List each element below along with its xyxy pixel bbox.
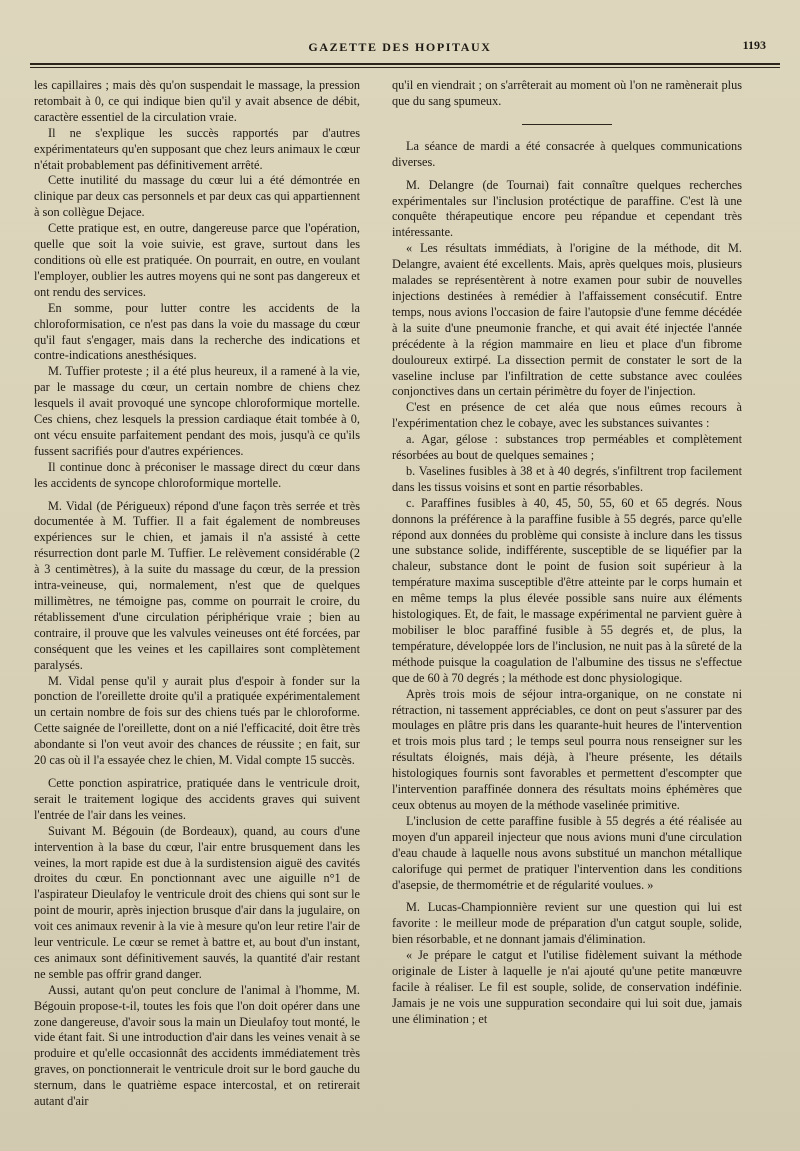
- paragraph: M. Vidal pense qu'il y aurait plus d'espoir à fonder sur la ponction de l'oreillette droite qu'il a pratiquée expérimentalement un certain nombre de fois sur des chiens tués par le chloroforme. Cette saignée de l'oreillette, dont on a nié l'efficacité, doit être très abondante si l'on veut avoir des chances de réussite ; en fait, sur 20 cas où il l'a essayée chez le chien, M. Vidal compte 15 succès.: [34, 673, 360, 768]
- paragraph: L'inclusion de cette paraffine fusible à 55 degrés a été réalisée au moyen d'un appareil injecteur que nous avions muni d'une circulation d'eau chaude à laquelle nous avons substitué un manchon métallique calorifuge qui permet de pratiquer l'intervention dans les conditions d'asepsie, de thermométrie et de régularité voulues. »: [392, 813, 742, 892]
- paragraph: Cette inutilité du massage du cœur lui a été démontrée en clinique par deux cas personnels et par deux cas qui appartiennent à son collègue Dejace.: [34, 173, 360, 220]
- page-header: [28, 36, 772, 60]
- paragraph: M. Tuffier proteste ; il a été plus heureux, il a ramené à la vie, par le massage du cœur, un certain nombre de chiens chez lesquels il avait provoqué une syncope chloroformique mortelle. Ces chiens, chez lesquels la pression cardiaque était tombée à 0, ont vécu ensuite parfaitement pendant des mois, jusqu'à ce qu'ils fussent sacrifiés pour d'autres expériences.: [34, 364, 360, 458]
- paragraph: les capillaires ; mais dès qu'on suspendait le massage, la pression retombait à 0, ce qui indique bien qu'il y avait absence de débit, caractère essentiel de la circulation vraie.: [34, 78, 360, 124]
- paragraph: M. Delangre (de Tournai) fait connaître quelques recherches expérimentales sur l'inclusion protéctique de paraffine. C'est là une conquête thérapeutique encore peu répandue et cependant très intéressante.: [392, 177, 742, 240]
- paragraph: C'est en présence de cet aléa que nous eûmes recours à l'expérimentation chez le cobaye, avec les substances suivantes :: [392, 400, 742, 431]
- page-number: 1193: [742, 38, 766, 52]
- header-rule: [30, 63, 780, 65]
- paragraph: Il ne s'explique les succès rapportés par d'autres expérimentateurs qu'en supposant que chez leurs animaux le cœur n'était probablement pas définitivement arrêté.: [34, 125, 360, 172]
- paragraph: M. Vidal (de Périgueux) répond d'une façon très serrée et très documentée à M. Tuffier. Il a fait également de nombreuses expériences sur le chien, et jamais il n'a assisté à cette résurrection dont parle M. Tuffier. Le relèvement considérable (2 à 3 centimètres), à la suite du massage du cœur, de la pression intra-veineuse, qui, normalement, n'est que de quelques millimètres, ne témoigne pas, comme on pourrait le croire, du rétablissement d'une circulation périphérique vraie ; bien au contraire, il prouve que les valvules veineuses ont été forcées, par conséquent que les veines et les capillaires sont complètement paralysés.: [34, 498, 360, 672]
- paragraph: Cette pratique est, en outre, dangereuse parce que l'opération, quelle que soit la voie suivie, est grave, surtout dans les conditions où elle est pratiquée. On pourrait, en outre, en voulant l'employer, oublier les autres moyens qui ne sont pas dangereux et ont rendu des services.: [34, 221, 360, 299]
- paragraph: Suivant M. Bégouin (de Bordeaux), quand, au cours d'une intervention à la base du cœur, l'air entre brusquement dans les veines, la mort rapide est due à la surdistension aiguë des cavités droites du cœur. En ponctionnant avec une aiguille n°1 de l'aspirateur Dieulafoy le ventricule droit des chiens qui sont sur le point de mourir, après injection brusque d'air dans la jugulaire, on voit ces animaux revenir à la vie à mesure qu'on leur retire l'air de leur ventricule. Le cœur se remet à battre et, au bout d'un instant, ces animaux sont définitivement sauvés, la quantité d'air restant ne semble pas offrir grand danger.: [34, 823, 360, 981]
- paragraph: Cette ponction aspiratrice, pratiquée dans le ventricule droit, serait le traitement logique des accidents graves qui suivent l'entrée de l'air dans les veines.: [34, 775, 360, 822]
- right-column: [392, 78, 742, 1028]
- section-separator: [522, 124, 612, 125]
- list-item: b. Vaselines fusibles à 38 et à 40 degrés, s'infiltrent trop facilement dans les tissus voisins et sont en partie résorbables.: [392, 463, 742, 494]
- paragraph: La séance de mardi a été consacrée à quelques communications diverses.: [392, 138, 742, 169]
- list-item: a. Agar, gélose : substances trop perméables et complètement résorbées au bout de quelques semaines ;: [392, 432, 742, 463]
- paragraph: « Je prépare le catgut et l'utilise fidèlement suivant la méthode originale de Lister à laquelle je n'ai ajouté qu'une petite manœuvre facile à réaliser. Le fil est souple, solide, de conservation indéfinie. Jamais je ne vois une suppuration secondaire qui lui soit due, jamais une élimination ; et: [392, 948, 742, 1026]
- paragraph: « Les résultats immédiats, à l'origine de la méthode, dit M. Delangre, avaient été excellents. Mais, après quelques mois, plusieurs malades se représentèrent à notre examen pour subir de nouvelles injections destinées à remédier à l'affaissement consécutif. Entre temps, nous avions l'occasion de faire l'autopsie d'une femme décédée à la suite d'une pneumonie franche, et qui avait été injectée l'année précédente à la région mammaire en lieu et place d'un fibrome douloureux extirpé. La dissection permit de constater le sort de la vaseline incluse par l'infiltration de cette substance avec coulées conjonctives dans un certain périmètre du foyer de l'injection.: [392, 241, 742, 399]
- left-column: [34, 78, 360, 1110]
- list-item: c. Paraffines fusibles à 40, 45, 50, 55, 60 et 65 degrés. Nous donnons la préférence à la paraffine fusible à 55 degrés, parce qu'elle répond aux données du problème qui consiste à inclure dans les tissus une substance solide, indifférente, susceptible de se liquéfier par la chaleur, substance dont le point de fusion soit supérieur à la température maxima susceptible d'être atteinte par le corps humain et en même temps la plus élevée possible sans nuire aux éléments histologiques. Et, de fait, le massage expérimental ne parvient guère à mobiliser le bloc paraffiné fusible à 55 degrés et, de plus, la température, développée lors de l'inclusion, ne nuit pas à la sûreté de la méthode puisque la coagulation de l'albumine des tissus ne s'effectue que de 60 à 70 degrés ; la méthode est donc physiologique.: [392, 495, 742, 685]
- paragraph: M. Lucas-Championnière revient sur une question qui lui est favorite : le meilleur mode de préparation d'un catgut souple, solide, bien résorbable, et ne donnant jamais d'élimination.: [392, 900, 742, 947]
- paragraph: Il continue donc à préconiser le massage direct du cœur dans les accidents de syncope chloroformique mortelle.: [34, 459, 360, 490]
- paragraph: Après trois mois de séjour intra-organique, on ne constate ni rétraction, ni tassement appréciables, ce dont on peut s'assurer par des moulages en plâtre pris dans les quarante-huit heures de l'intervention et trois mois plus tard ; le temps seul pourra nous renseigner sur les résultats éloignés, mais déjà, à l'heure présente, les détails histologiques fournis sont favorables et permettent d'escompter que l'intervention paraffinée donnera des résultats moins éphémères que ceux obtenus au moyen de la méthode vaselinée primitive.: [392, 686, 742, 812]
- paragraph: En somme, pour lutter contre les accidents de la chloroformisation, ce n'est pas dans la voie du massage du cœur qu'il faut s'engager, mais dans la recherche des indications et contre-indications anesthésiques.: [34, 300, 360, 363]
- header-rule-thin: [30, 67, 780, 68]
- paragraph: qu'il en viendrait ; on s'arrêterait au moment où l'on ne ramènerait plus que du sang spumeux.: [392, 78, 742, 108]
- paragraph: Aussi, autant qu'on peut conclure de l'animal à l'homme, M. Bégouin propose-t-il, toutes les fois que l'on doit opérer dans une zone dangereuse, d'avoir sous la main un Dieulafoy tout monté, le vide étant fait. Si une introduction d'air dans les veines venait à se produire et qu'elle occasionnât des accidents immédiatement très graves, on ponctionnerait le ventricule droit sur le bord gauche du sternum, dans le quatrième espace intercostal, et on retirerait autant d'air: [34, 982, 360, 1109]
- running-title: GAZETTE DES HOPITAUX: [308, 40, 492, 54]
